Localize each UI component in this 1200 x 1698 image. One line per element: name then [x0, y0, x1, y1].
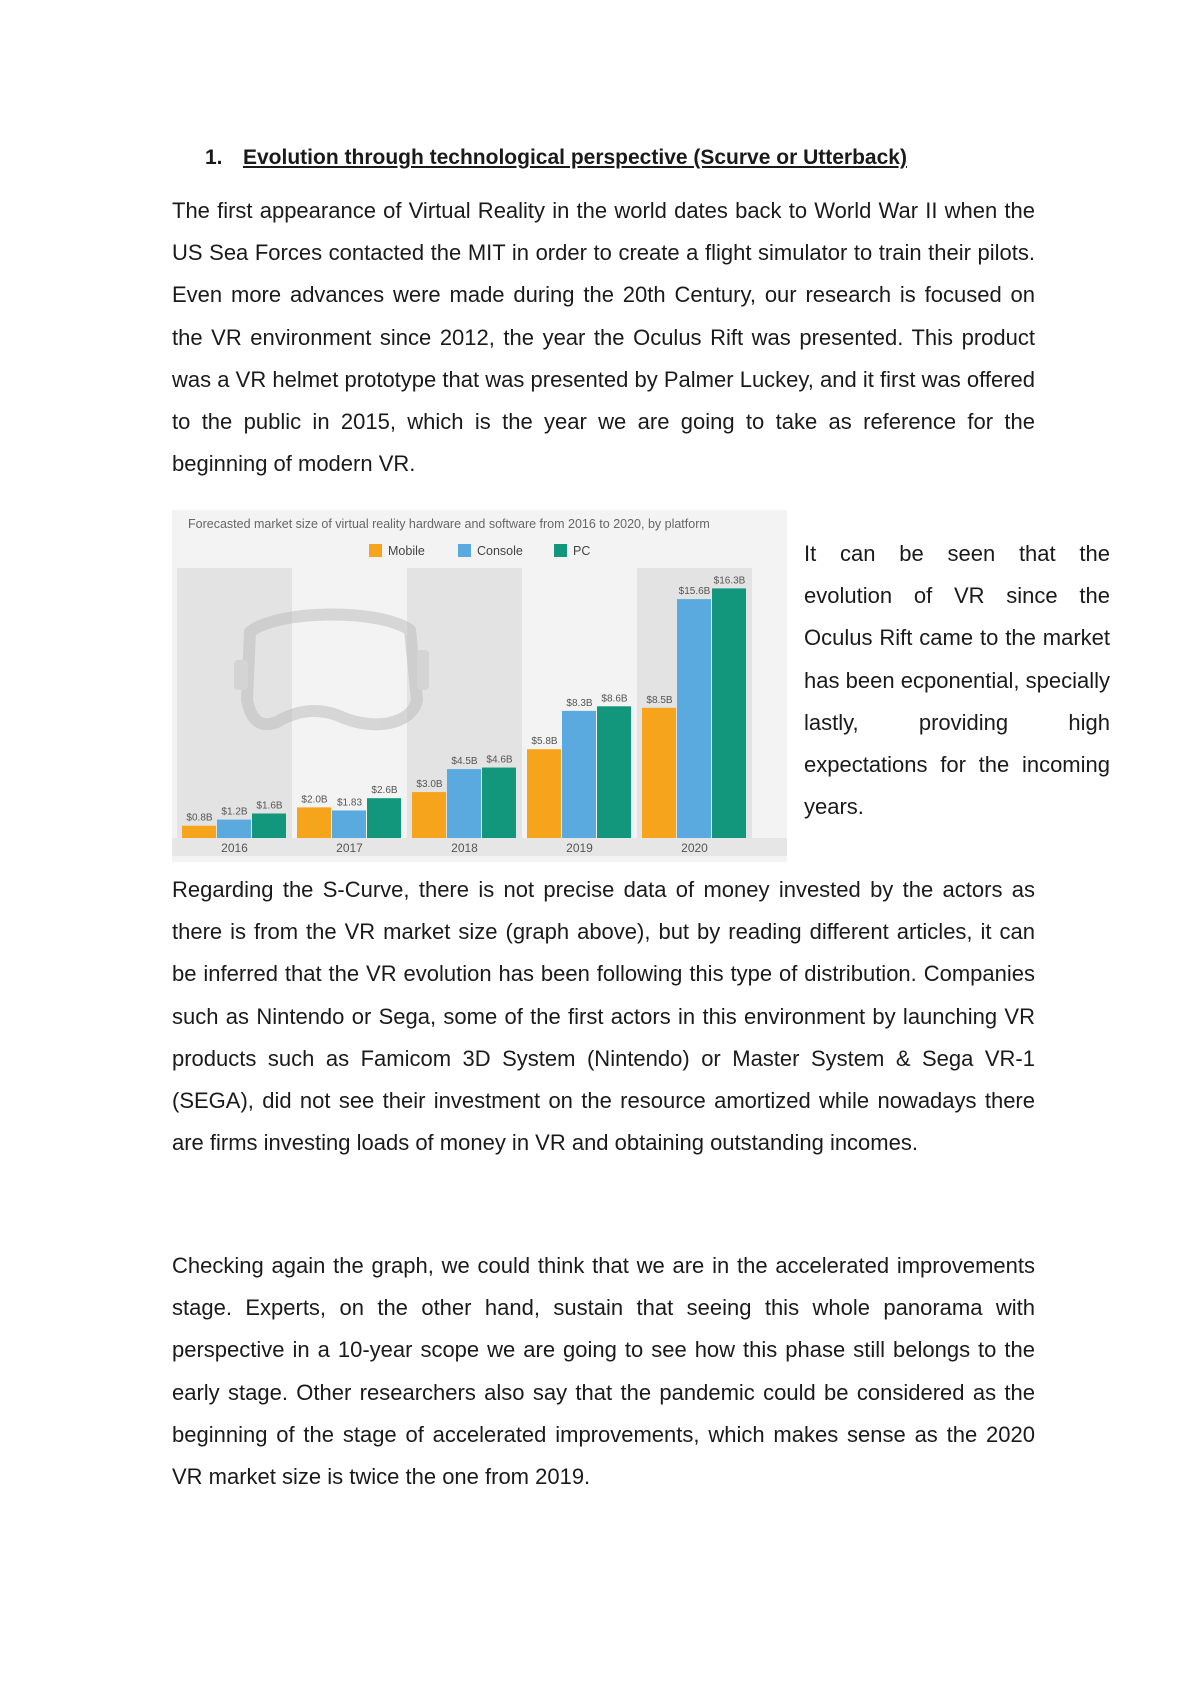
value-label-pc-2019: $8.6B	[601, 693, 628, 705]
bar-console-2016	[217, 820, 251, 838]
bar-mobile-2018	[412, 792, 446, 838]
value-label-mobile-2016: $0.8B	[186, 812, 213, 824]
value-label-mobile-2019: $5.8B	[531, 736, 558, 748]
bar-pc-2018	[482, 768, 516, 838]
bar-console-2020	[677, 599, 711, 838]
side-paragraph: It can be seen that the evolution of VR since the Oculus Rift came to the market has been ecponential, specially lastly, providing high expectations for the incoming years.	[804, 541, 1110, 820]
bar-console-2017	[332, 810, 366, 838]
legend-label-mobile: Mobile	[388, 544, 425, 558]
value-label-mobile-2018: $3.0B	[416, 779, 443, 791]
intro-paragraph: The first appearance of Virtual Reality in the world dates back to World War II when the US Sea Forces contacted the MIT in order to create a flight simulator to train their pilots. Even more advances were made during the 20th Century, our research is focused on the VR environment since 2012, the year the Oculus Rift was presented. This product was a VR helmet prototype that was presented by Palmer Luckey, and it first was offered to the public in 2015, which is the year we are going to take as reference for the beginning of modern VR.	[172, 198, 1035, 477]
bar-mobile-2019	[527, 749, 561, 838]
checking-paragraph: Checking again the graph, we could think that we are in the accelerated improvements stage. Experts, on the other hand, sustain that seeing this whole panorama with perspective in a 10-year scope we are going to see how this phase still belongs to the early stage. Other researchers also say that the pandemic could be considered as the beginning of the stage of accelerated improvements, which makes sense as the 2020 VR market size is twice the one from 2019.	[172, 1253, 1035, 1490]
value-label-pc-2016: $1.6B	[256, 800, 283, 812]
value-label-pc-2020: $16.3B	[713, 575, 746, 587]
legend-label-pc: PC	[573, 544, 591, 558]
x-tick-label-2016: 2016	[221, 841, 248, 855]
bar-pc-2020	[712, 588, 746, 838]
value-label-console-2020: $15.6B	[678, 586, 711, 598]
value-label-console-2019: $8.3B	[566, 697, 593, 709]
value-label-console-2016: $1.2B	[221, 806, 248, 818]
legend-swatch-pc	[554, 544, 567, 557]
bar-pc-2016	[252, 813, 286, 838]
value-label-console-2017: $1.83	[336, 797, 363, 809]
value-label-console-2018: $4.5B	[451, 756, 478, 768]
legend-swatch-console	[458, 544, 471, 557]
chart-legend	[369, 544, 590, 558]
legend-swatch-mobile	[369, 544, 382, 557]
category-band-2016	[177, 568, 292, 838]
value-label-mobile-2020: $8.5B	[646, 694, 673, 706]
vr-market-chart-svg	[172, 510, 787, 862]
value-label-pc-2018: $4.6B	[486, 754, 513, 766]
bar-pc-2019	[597, 706, 631, 838]
vr-market-chart	[172, 510, 787, 862]
value-label-mobile-2017: $2.0B	[301, 794, 328, 806]
bar-mobile-2017	[297, 807, 331, 838]
section-heading	[205, 146, 907, 170]
bar-mobile-2016	[182, 826, 216, 838]
bar-console-2018	[447, 769, 481, 838]
x-tick-label-2020: 2020	[681, 841, 708, 855]
scurve-paragraph: Regarding the S-Curve, there is not precise data of money invested by the actors as there is from the VR market size (graph above), but by reading different articles, it can be inferred that the VR evolution has been following this type of distribution. Companies such as Nintendo or Sega, some of the first actors in this environment by launching VR products such as Famicom 3D System (Nintendo) or Master System & Sega VR-1 (SEGA), did not see their investment on the resource amortized while nowadays there are firms investing loads of money in VR and obtaining outstanding incomes.	[172, 877, 1035, 1156]
value-label-pc-2017: $2.6B	[371, 785, 398, 797]
x-tick-label-2017: 2017	[336, 841, 363, 855]
section-number: 1.	[205, 146, 223, 169]
bar-mobile-2020	[642, 708, 676, 838]
section-title: Evolution through technological perspective (Scurve or Utterback)	[243, 146, 907, 169]
bar-console-2019	[562, 711, 596, 838]
chart-title: Forecasted market size of virtual reality hardware and software from 2016 to 2020, by platform	[188, 517, 710, 531]
legend-label-console: Console	[477, 544, 523, 558]
x-tick-label-2019: 2019	[566, 841, 593, 855]
x-tick-label-2018: 2018	[451, 841, 478, 855]
bar-pc-2017	[367, 798, 401, 838]
